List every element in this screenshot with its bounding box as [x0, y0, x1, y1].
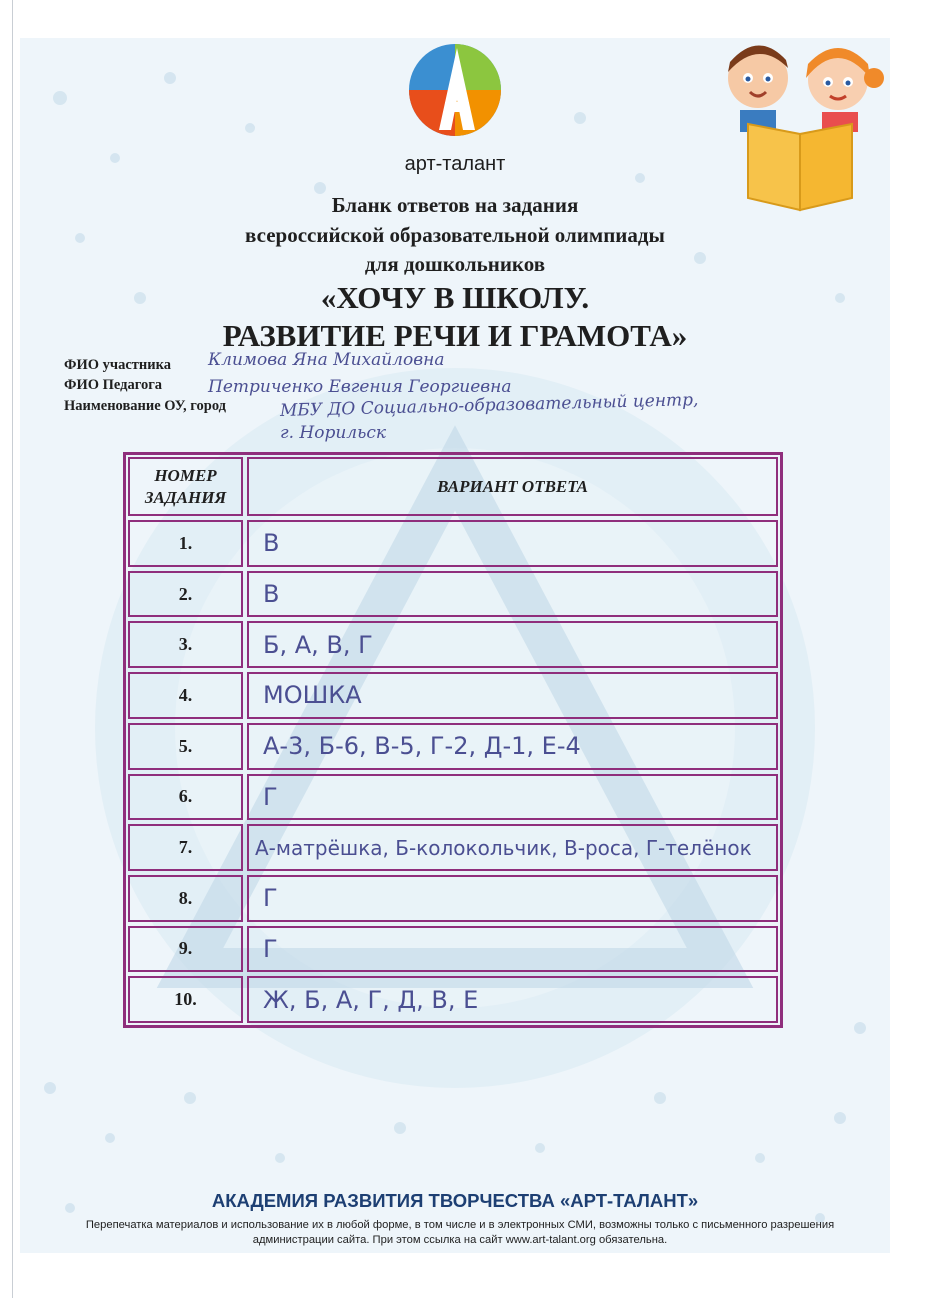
participant-label: ФИО участника	[64, 357, 171, 373]
task-answer: Б, А, В, Г	[247, 621, 778, 668]
task-number: 5.	[128, 723, 243, 770]
header-line-1: Бланк ответов на задания	[331, 193, 579, 217]
scan-edge-line	[12, 0, 13, 1298]
column-header-number: НОМЕР ЗАДАНИЯ	[128, 457, 243, 516]
column-header-answer: ВАРИАНТ ОТВЕТА	[247, 457, 778, 516]
footer-copyright-note: Перепечатка материалов и использование их в любой форме, в том числе и в электронных СМИ, возможны только с письменного разрешения администрации сайта. При этом ссылка на сайт www.art-talant.org обязательна.	[85, 1219, 835, 1246]
task-answer: А-матрёшка, Б-колокольчик, В-роса, Г-телёнок	[247, 824, 778, 871]
art-talant-logo-icon	[405, 40, 505, 140]
footer-academy-title: АКАДЕМИЯ РАЗВИТИЯ ТВОРЧЕСТВА «АРТ-ТАЛАНТ»	[211, 1190, 699, 1211]
task-answer: Г	[247, 774, 778, 821]
answers-table	[123, 452, 783, 1028]
task-number: 6.	[128, 774, 243, 821]
task-answer: Ж, Б, А, Г, Д, В, Е	[247, 976, 778, 1023]
header-line-3: для дошкольников	[364, 252, 546, 276]
header-line-2: всероссийской образовательной олимпиады	[245, 223, 665, 247]
task-answer: Г	[247, 926, 778, 973]
olympiad-title-line-2: РАЗВИТИЕ РЕЧИ И ГРАМОТА»	[222, 318, 688, 353]
organization-value-line-2: г. Норильск	[280, 423, 387, 443]
task-number: 7.	[128, 824, 243, 871]
participant-value: Климова Яна Михайловна	[208, 350, 445, 370]
teacher-value: Петриченко Евгения Георгиевна	[208, 377, 512, 397]
task-answer: В	[247, 520, 778, 567]
organization-value-line-1: МБУ ДО Социально-образовательный центр,	[279, 390, 699, 421]
task-answer: В	[247, 571, 778, 618]
kids-reading-illustration-icon	[710, 38, 890, 218]
teacher-label: ФИО Педагога	[64, 377, 163, 393]
task-number: 3.	[128, 621, 243, 668]
brand-name: арт-талант	[404, 153, 506, 175]
task-number: 4.	[128, 672, 243, 719]
answer-sheet	[20, 38, 890, 1253]
task-answer: Г	[247, 875, 778, 922]
task-answer: А-3, Б-6, В-5, Г-2, Д-1, Е-4	[247, 723, 778, 770]
task-number: 2.	[128, 571, 243, 618]
organization-label: Наименование ОУ, город	[64, 398, 226, 414]
task-number: 8.	[128, 875, 243, 922]
task-answer: МОШКА	[247, 672, 778, 719]
task-number: 10.	[128, 976, 243, 1023]
task-number: 1.	[128, 520, 243, 567]
task-number: 9.	[128, 926, 243, 973]
olympiad-title-line-1: «ХОЧУ В ШКОЛУ.	[320, 280, 590, 315]
